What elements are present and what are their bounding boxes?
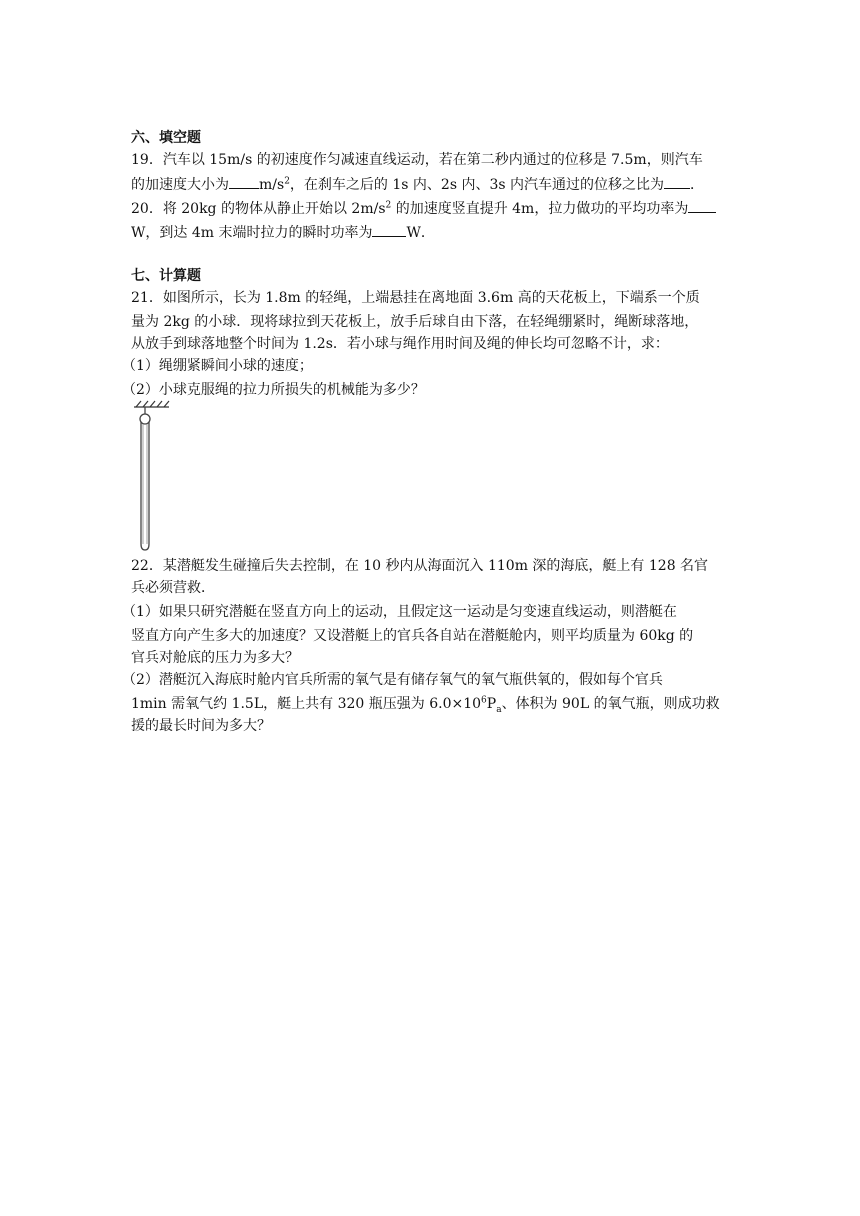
q19-text-d: ．	[690, 177, 704, 193]
ceiling-hatching	[134, 401, 169, 407]
q22-subquestion-2-line-3: 援的最长时间为多大？	[131, 718, 271, 734]
section-heading-fill-in: 六、填空题	[131, 130, 201, 146]
q20-text-d: W．	[406, 225, 435, 241]
q22-text-a: 1min 需氧气约 1.5L，艇上共有 320 瓶压强为 6.0×10	[131, 696, 482, 712]
section-heading-calculation: 七、计算题	[131, 268, 201, 284]
q19-text-a: 的加速度大小为	[131, 177, 229, 193]
q22-subquestion-1-line-2: 竖直方向产生多大的加速度？又设潜艇上的官兵各自站在潜艇舱内，则平均质量为 60kg 的	[131, 628, 694, 644]
rope-ceiling-figure	[131, 400, 171, 552]
q19-unit: m/s	[259, 177, 285, 193]
q22-unit-p: P	[486, 696, 497, 712]
q22-subquestion-1-line-1: （1）如果只研究潜艇在竖直方向上的运动，且假定这一运动是匀变速直线运动，则潜艇在	[122, 604, 677, 620]
q22-subquestion-2-line-2	[131, 694, 720, 714]
q22-text-c: 、体积为 90L 的氧气瓶，则成功救	[501, 696, 720, 712]
q21-line-3: 从放手到球落地整个时间为 1.2s．若小球与绳作用时间及绳的伸长均可忽略不计，求：	[131, 336, 669, 352]
q19-line-2	[131, 174, 704, 195]
q20-text-b: 的加速度竖直提升 4m，拉力做功的平均功率为	[391, 201, 689, 217]
q22-unit-a: a	[496, 704, 502, 715]
q19-line-1: 19．汽车以 15m/s 的初速度作匀减速直线运动，若在第二秒内通过的位移是 7.5m，则汽车	[131, 152, 703, 168]
q20-line-1	[131, 198, 716, 219]
q20-line-2	[131, 222, 435, 243]
q20-text-c: W，到达 4m 末端时拉力的瞬时功率为	[131, 225, 373, 241]
q20-text-a: 20．将 20kg 的物体从静止开始以 2m/s	[131, 201, 386, 217]
q19-text-c: ，在刹车之后的 1s 内、2s 内、3s 内汽车通过的位移之比为	[289, 177, 664, 193]
q20-blank-2	[372, 222, 406, 237]
q22-line-1: 22．某潜艇发生碰撞后失去控制，在 10 秒内从海面沉入 110m 深的海底，艇上有 128 名官	[131, 558, 709, 574]
rope	[140, 407, 150, 550]
q21-subquestion-2: （2）小球克服绳的拉力所损失的机械能为多少？	[122, 382, 425, 398]
q20-blank-1	[688, 198, 716, 213]
q20-unit-exponent: 2	[385, 200, 392, 211]
q19-blank-1	[229, 174, 259, 189]
q19-unit-exponent: 2	[284, 176, 290, 187]
q21-line-1: 21．如图所示，长为 1.8m 的轻绳，上端悬挂在离地面 3.6m 高的天花板上，下端系一个质	[131, 290, 700, 306]
q22-exponent: 6	[481, 695, 487, 706]
q22-subquestion-2-line-1: （2）潜艇沉入海底时舱内官兵所需的氧气是有储存氧气的氧气瓶供氧的，假如每个官兵	[122, 672, 663, 688]
q19-blank-2	[664, 174, 690, 189]
q21-line-2: 量为 2kg 的小球．现将球拉到天花板上，放手后球自由下落，在轻绳绷紧时，绳断球落地，	[131, 314, 699, 330]
q22-line-2: 兵必须营救．	[131, 580, 215, 596]
q21-subquestion-1: （1）绳绷紧瞬间小球的速度；	[122, 358, 313, 374]
q22-subquestion-1-line-3: 官兵对舱底的压力为多大？	[131, 650, 299, 666]
